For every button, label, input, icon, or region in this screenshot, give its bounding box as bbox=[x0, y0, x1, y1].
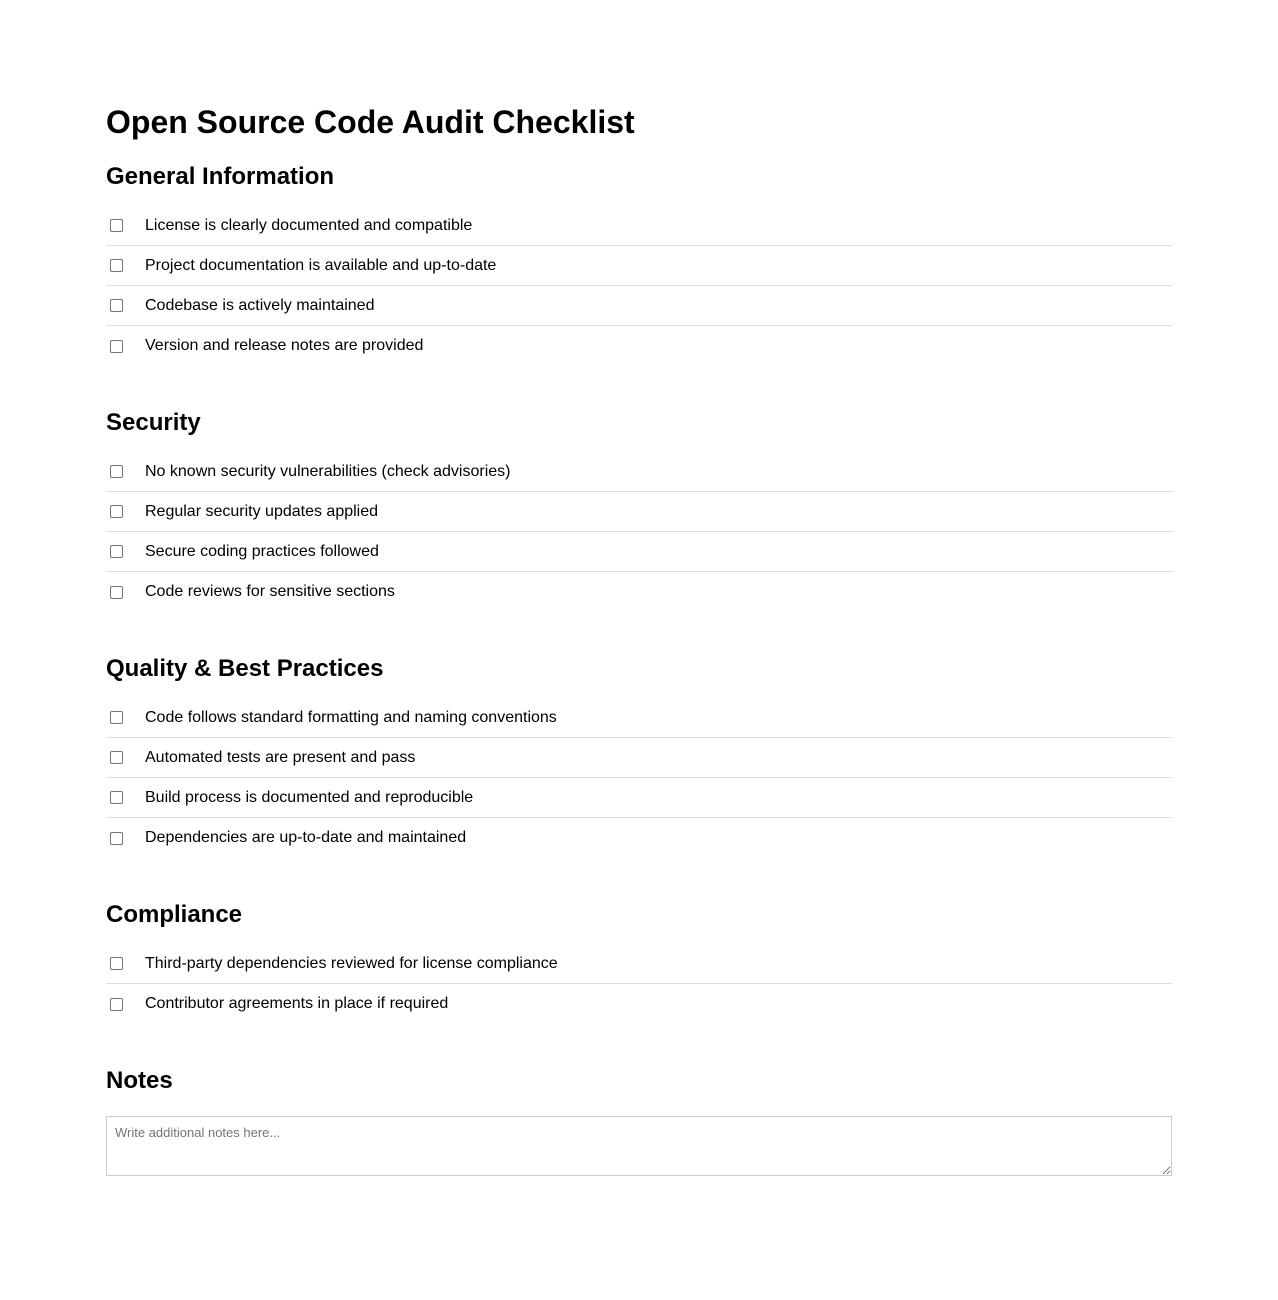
section-heading: Compliance bbox=[106, 901, 243, 928]
item-label: Code reviews for sensitive sections bbox=[145, 583, 395, 600]
checkbox[interactable] bbox=[110, 505, 123, 518]
checkbox[interactable] bbox=[110, 832, 123, 845]
checklist bbox=[106, 206, 1172, 366]
checklist bbox=[106, 944, 1172, 1024]
checkbox[interactable] bbox=[110, 998, 123, 1011]
section-notes bbox=[106, 1066, 1172, 1176]
checkbox[interactable] bbox=[110, 259, 123, 272]
checklist-item[interactable] bbox=[106, 326, 1172, 366]
checklist-item[interactable] bbox=[106, 206, 1172, 246]
section-quality-best-practices bbox=[106, 654, 1172, 858]
checklist-item[interactable] bbox=[106, 492, 1172, 532]
item-label: Contributor agreements in place if required bbox=[145, 995, 449, 1012]
item-label: Third-party dependencies reviewed for license compliance bbox=[145, 954, 558, 972]
checklist-item[interactable] bbox=[106, 246, 1172, 286]
checklist-item[interactable] bbox=[106, 452, 1172, 492]
checklist-item[interactable] bbox=[106, 572, 1172, 612]
checkbox[interactable] bbox=[110, 586, 123, 599]
item-label: Codebase is actively maintained bbox=[145, 296, 375, 314]
checkbox[interactable] bbox=[110, 791, 123, 804]
checklist bbox=[106, 698, 1172, 858]
checklist-item[interactable] bbox=[106, 984, 1172, 1024]
page-title: Open Source Code Audit Checklist bbox=[106, 104, 635, 140]
section-compliance bbox=[106, 900, 1172, 1024]
checklist-item[interactable] bbox=[106, 738, 1172, 778]
checkbox[interactable] bbox=[110, 751, 123, 764]
item-label: License is clearly documented and compatible bbox=[145, 216, 473, 234]
checkbox[interactable] bbox=[110, 299, 123, 312]
checklist-item[interactable] bbox=[106, 944, 1172, 984]
checklist bbox=[106, 452, 1172, 612]
item-label: Automated tests are present and pass bbox=[145, 748, 416, 766]
checkbox[interactable] bbox=[110, 957, 123, 970]
notes-textarea[interactable] bbox=[106, 1116, 1172, 1176]
section-heading: General Information bbox=[106, 163, 335, 190]
checklist-item[interactable] bbox=[106, 698, 1172, 738]
item-label: Secure coding practices followed bbox=[145, 542, 379, 560]
section-heading: Security bbox=[106, 409, 201, 436]
item-label: Code follows standard formatting and naming conventions bbox=[145, 708, 557, 726]
item-label: No known security vulnerabilities (check advisories) bbox=[145, 462, 511, 480]
section-security bbox=[106, 408, 1172, 612]
checkbox[interactable] bbox=[110, 465, 123, 478]
item-label: Build process is documented and reproducible bbox=[145, 788, 474, 806]
section-heading: Quality & Best Practices bbox=[106, 655, 384, 682]
checkbox[interactable] bbox=[110, 711, 123, 724]
checklist-item[interactable] bbox=[106, 532, 1172, 572]
checklist-page bbox=[106, 0, 1172, 1176]
item-label: Dependencies are up-to-date and maintained bbox=[145, 829, 467, 846]
checklist-item[interactable] bbox=[106, 286, 1172, 326]
section-general-information bbox=[106, 162, 1172, 366]
checklist-item[interactable] bbox=[106, 818, 1172, 858]
item-label: Regular security updates applied bbox=[145, 502, 379, 520]
checkbox[interactable] bbox=[110, 219, 123, 232]
item-label: Project documentation is available and up-to-date bbox=[145, 256, 497, 274]
section-heading: Notes bbox=[106, 1067, 173, 1094]
checkbox[interactable] bbox=[110, 545, 123, 558]
checkbox[interactable] bbox=[110, 340, 123, 353]
item-label: Version and release notes are provided bbox=[145, 337, 424, 354]
checklist-item[interactable] bbox=[106, 778, 1172, 818]
